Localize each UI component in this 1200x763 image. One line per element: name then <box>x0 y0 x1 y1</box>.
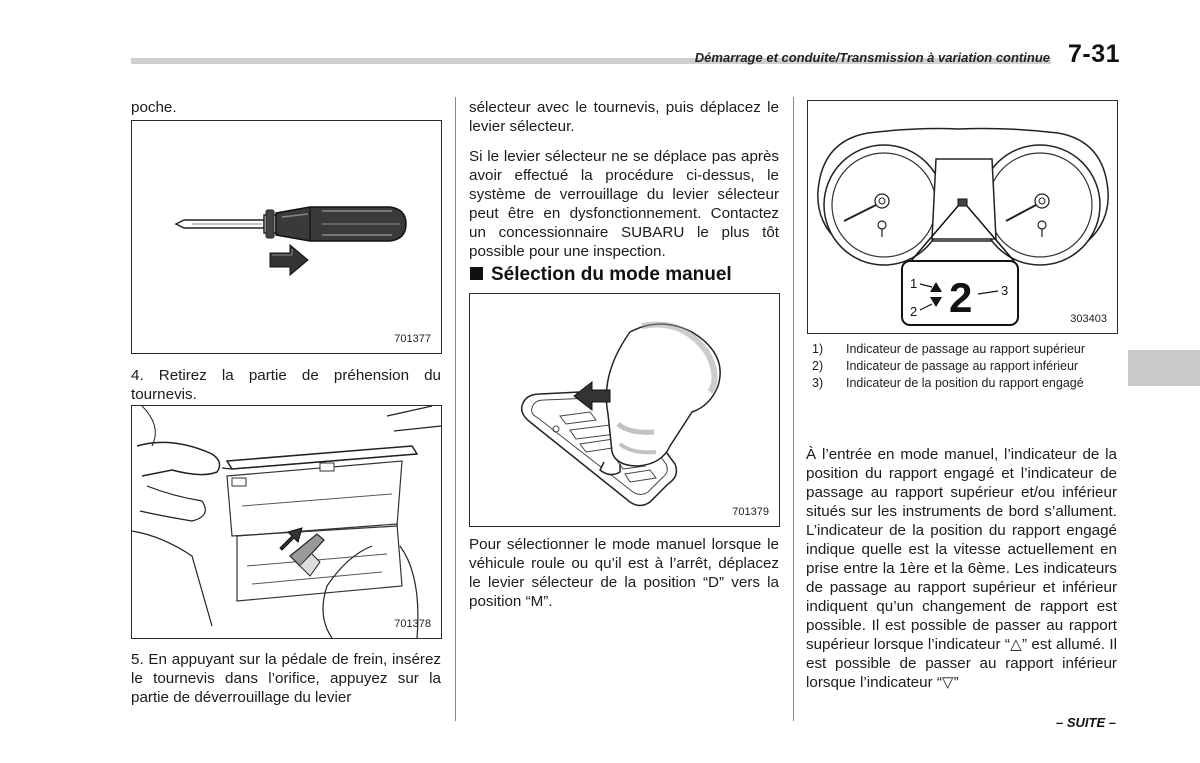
column-divider-2 <box>793 97 794 721</box>
paragraph-continued: sélecteur avec le tournevis, puis déplacez le levier sélecteur. <box>469 99 779 135</box>
paragraph-lock-warning: Si le levier sélecteur ne se déplace pas après avoir effectué la procédure ci-dessus, le système de verrouillage du levier sélecteur peut être en dysfonctionnement. Contactez un concessionnaire SUBARU le plus tôt possible pour une inspection. <box>469 148 779 260</box>
legend-label: Indicateur de la position du rapport engagé <box>846 376 1084 390</box>
legend-item <box>812 376 1118 390</box>
gear-indicator: 2 <box>949 274 973 321</box>
instrument-cluster-illustration <box>808 101 1117 333</box>
paragraph-manual-mode: Pour sélectionner le mode manuel lorsque le véhicule roule ou qu’il est à l’arrêt, déplacez le levier sélecteur de la position “D” vers la position “M”. <box>469 536 779 610</box>
figure-selector-lever <box>469 293 780 527</box>
figure-code: 701377 <box>394 333 431 345</box>
selector-lever-illustration <box>470 294 779 526</box>
callout-1: 1 <box>910 276 918 291</box>
legend-number: 1) <box>812 342 824 356</box>
step-5: 5. En appuyant sur la pédale de frein, insérez le tournevis dans l’orifice, appuyez sur la partie de déverrouillage du levier <box>131 651 441 706</box>
figure-code: 701378 <box>394 618 431 630</box>
figure-instrument-cluster <box>807 100 1118 334</box>
figure-legend <box>812 342 1118 393</box>
legend-number: 2) <box>812 359 824 373</box>
chapter-tab <box>1128 350 1200 386</box>
callout-2: 2 <box>910 304 918 319</box>
heading-text: Sélection du mode manuel <box>491 264 732 285</box>
callout-3: 3 <box>1001 283 1009 298</box>
legend-label: Indicateur de passage au rapport supérieur <box>846 342 1086 356</box>
figure-console-insert <box>131 405 442 639</box>
paragraph-continued: poche. <box>131 99 177 116</box>
column-divider-1 <box>455 97 456 721</box>
console-illustration <box>132 406 441 638</box>
heading-square-icon <box>470 267 483 280</box>
continued-marker: – SUITE – <box>1056 715 1116 730</box>
step-4: 4. Retirez la partie de préhension du tournevis. <box>131 367 441 403</box>
legend-item <box>812 359 1118 373</box>
section-heading <box>470 264 732 286</box>
legend-item <box>812 342 1118 356</box>
page-number: 7-31 <box>1068 40 1121 68</box>
figure-code: 701379 <box>732 506 769 518</box>
figure-code: 303403 <box>1070 313 1107 325</box>
figure-screwdriver <box>131 120 442 354</box>
paragraph-indicators: À l’entrée en mode manuel, l’indicateur de la position du rapport engagé et l’indicateur de passage au rapport supérieur et/ou inférieur situés sur les instruments de bord s’allument. L’indicateur de la position du rapport engagé indique quelle est la vitesse actuellement en prise entre la 1ère et la 6ème. Les indicateurs de passage au rapport supérieur et inférieur indiquent qu’un changement de rapport est possible. Il est possible de passer au rapport supérieur lorsque l’indicateur “△” est allumé. Il est possible de passer au rapport inférieur lorsque l’indicateur “▽” <box>806 446 1117 691</box>
section-title: Démarrage et conduite/Transmission à variation continue <box>694 50 1050 65</box>
legend-number: 3) <box>812 376 824 390</box>
legend-label: Indicateur de passage au rapport inférieur <box>846 359 1079 373</box>
screwdriver-illustration <box>132 121 441 353</box>
